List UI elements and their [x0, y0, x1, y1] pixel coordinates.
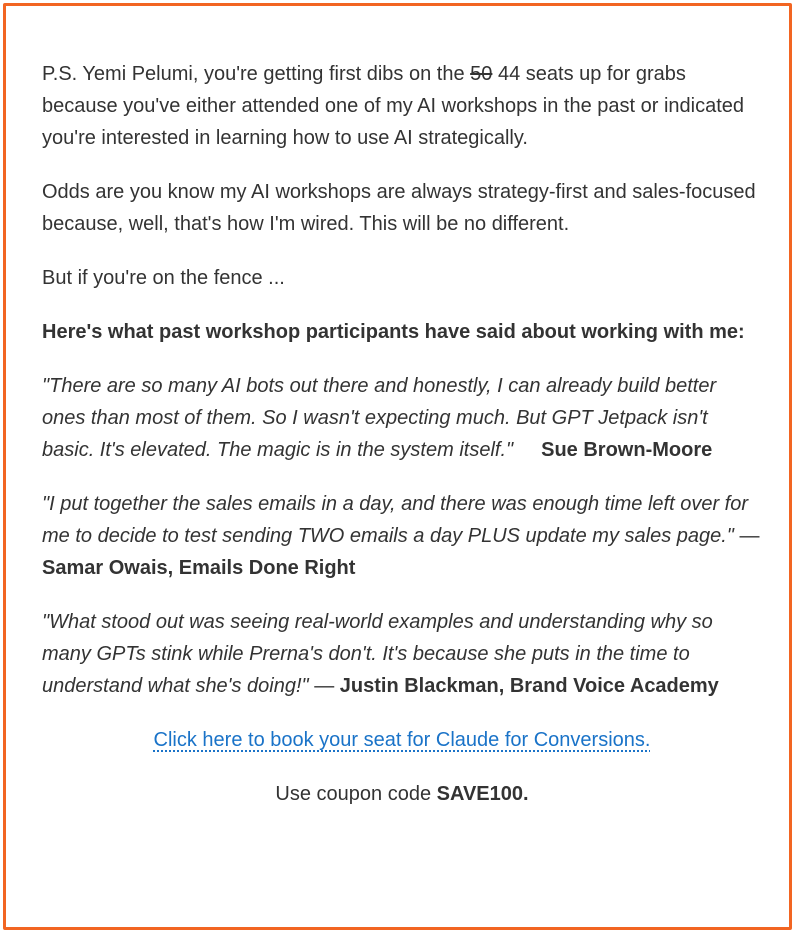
ps-suffix: seats up for grabs because you've either attended one of my AI workshops in the past or indicated you're interested in learning how to use AI strategically.	[42, 63, 745, 149]
testimonial-separator: —	[308, 675, 340, 697]
ps-prefix: P.S. Yemi Pelumi, you're getting first dibs on the	[42, 63, 471, 85]
testimonial-separator: —	[733, 525, 760, 547]
new-seat-count: 44	[497, 63, 521, 85]
testimonial	[42, 370, 762, 466]
testimonials-heading: Here's what past workshop participants have said about working with me:	[42, 321, 745, 343]
old-seat-count: 50	[470, 63, 493, 85]
testimonial-author: Sue Brown-Moore	[541, 439, 713, 461]
book-seat-link[interactable]: Click here to book your seat for Claude for Conversions.	[153, 729, 651, 751]
testimonial	[42, 488, 762, 584]
cta-paragraph	[42, 724, 762, 756]
coupon-prefix: Use coupon code	[275, 783, 437, 805]
testimonial-author: Justin Blackman, Brand Voice Academy	[339, 675, 719, 697]
coupon-code: SAVE100.	[436, 783, 529, 805]
coupon-paragraph	[42, 778, 762, 810]
testimonial-quote: "There are so many AI bots out there and honestly, I can already build better ones than most of them. So I wasn't expecting much. But GPT Jetpack isn't basic. It's elevated. The magic is in the system itself."	[42, 375, 717, 461]
testimonial-author: Samar Owais, Emails Done Right	[42, 557, 356, 579]
email-body	[42, 58, 762, 832]
testimonial-quote: "What stood out was seeing real-world examples and understanding why so many GPTs stink while Prerna's don't. It's because she puts in the time to understand what she's doing!"	[42, 611, 713, 697]
fence-paragraph: But if you're on the fence ...	[42, 267, 285, 289]
testimonial-quote: "I put together the sales emails in a day, and there was enough time left over for me to decide to test sending TWO emails a day PLUS update my sales page."	[42, 493, 749, 547]
ps-paragraph	[42, 58, 762, 154]
testimonial	[42, 606, 762, 702]
strategy-paragraph: Odds are you know my AI workshops are always strategy-first and sales-focused because, well, that's how I'm wired. This will be no different.	[42, 181, 756, 235]
